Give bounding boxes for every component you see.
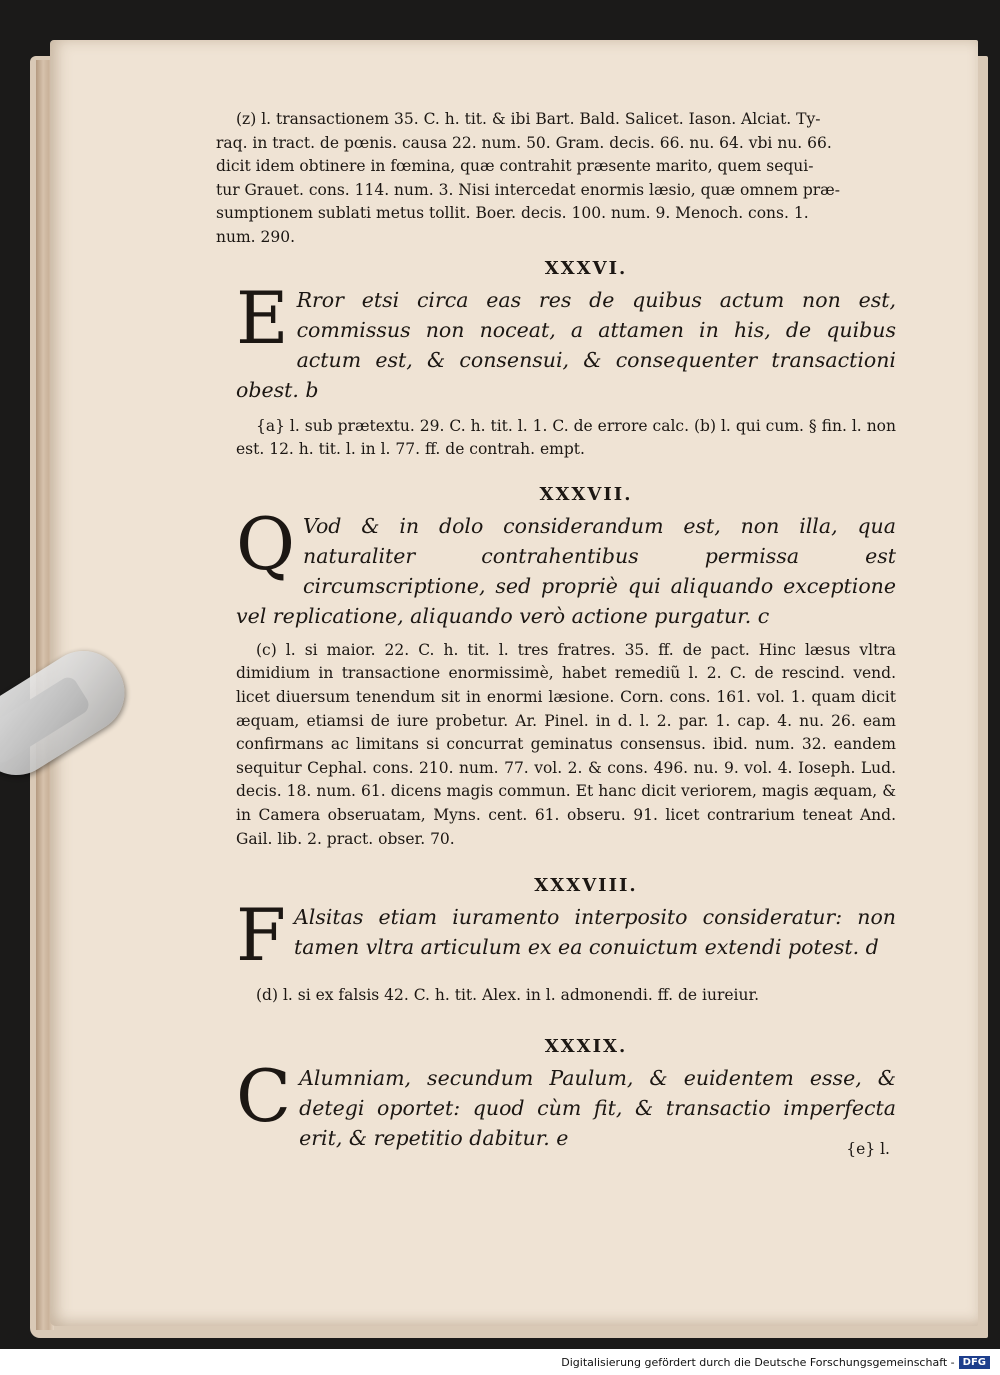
footnote-line: (z) l. transactionem 35. C. h. tit. & ibi Bart. Bald. Salicet. Iason. Alciat. Ty- <box>236 110 821 128</box>
section-body: Alumniam, secundum Paulum, & euidentem esse, & detegi oportet: quod cùm fit, & transactio imperfecta erit, & repetitio dabitur. e <box>299 1065 896 1150</box>
section-xxxvii <box>236 484 896 851</box>
section-xxxviii <box>236 875 896 1008</box>
section-footnote: (c) l. si maior. 22. C. h. tit. l. tres fratres. 35. ff. de pact. Hinc læsus vltra dimidium in transactione enormissimè, habet remediũ l. 2. C. de rescind. vend. licet diuersum tenendum sit in enormi læsione. Corn. cons. 161. vol. 1. quam dicit æquam, etiamsi de iure probetur. Ar. Pinel. in d. l. 2. par. 1. cap. 4. nu. 26. eam confirmans ac limitans si concurrat geminatus consensus. ibid. num. 32. eandem sequitur Cephal. cons. 210. num. 77. vol. 2. & cons. 496. nu. 9. vol. 4. Ioseph. Lud. decis. 18. num. 61. dicens magis commun. Et hanc dicit veriorem, magis æquam, & in Camera obseruatam, Myns. cent. 61. obseru. 91. licet contrarium teneat And. Gail. lib. 2. pract. obser. 70. <box>236 640 896 848</box>
footnote-z <box>216 108 896 250</box>
section-text <box>236 893 896 978</box>
section-text <box>236 501 896 631</box>
page-content <box>216 108 896 1153</box>
drop-cap: C <box>236 1053 292 1138</box>
footnote-line: sumptionem sublati metus tollit. Boer. decis. 100. num. 9. Menoch. cons. 1. <box>216 204 809 223</box>
catchword: {e} l. <box>846 1140 890 1158</box>
dfg-logo: DFG <box>959 1356 990 1369</box>
footnote-line: raq. in tract. de pœnis. causa 22. num. 50. Gram. decis. 66. nu. 64. vbi nu. 66. <box>216 133 832 152</box>
footnote-line: dicit idem obtinere in fœmina, quæ contrahit præsente marito, quem sequi- <box>216 157 814 176</box>
drop-cap: Q <box>236 501 296 586</box>
section-footnote: (d) l. si ex falsis 42. C. h. tit. Alex. in l. admonendi. ff. de iureiur. <box>256 986 760 1005</box>
footnote-line: tur Grauet. cons. 114. num. 3. Nisi intercedat enormis læsio, quæ omnem præ- <box>216 180 840 199</box>
section-text <box>236 275 896 405</box>
footer <box>557 1353 994 1371</box>
section-body: Alsitas etiam iuramento interposito consideratur: non tamen vltra articulum ex ea conuictum extendi potest. d <box>293 905 896 960</box>
section-heading: XXXVII. <box>539 483 633 505</box>
section-heading: XXXVIII. <box>534 875 638 897</box>
section-heading: XXXVI. <box>544 257 628 279</box>
section-body: Rror etsi circa eas res de quibus actum non est, commissus non noceat, a attamen in his, de quibus actum est, & consensui, & consequenter transactioni obest. b <box>236 287 896 402</box>
section-footnote: {a} l. sub prætextu. 29. C. h. tit. l. 1. C. de errore calc. (b) l. qui cum. § fin. l. non est. 12. h. tit. l. in l. 77. ff. de contrah. empt. <box>236 416 896 459</box>
drop-cap: E <box>236 275 289 360</box>
section-text <box>236 1053 896 1153</box>
section-xxxix <box>236 1036 896 1153</box>
section-xxxvi <box>236 258 896 462</box>
drop-cap: F <box>236 893 286 978</box>
footer-text: Digitalisierung gefördert durch die Deutsche Forschungsgemeinschaft - <box>561 1355 955 1369</box>
footnote-line: num. 290. <box>216 227 296 246</box>
section-body: Vod & in dolo considerandum est, non illa, qua naturaliter contrahentibus permissa est circumscriptione, sed propriè qui aliquando exceptione vel replicatione, aliquando verò actione purgatur. c <box>236 513 896 628</box>
section-heading: XXXIX. <box>544 1035 628 1057</box>
